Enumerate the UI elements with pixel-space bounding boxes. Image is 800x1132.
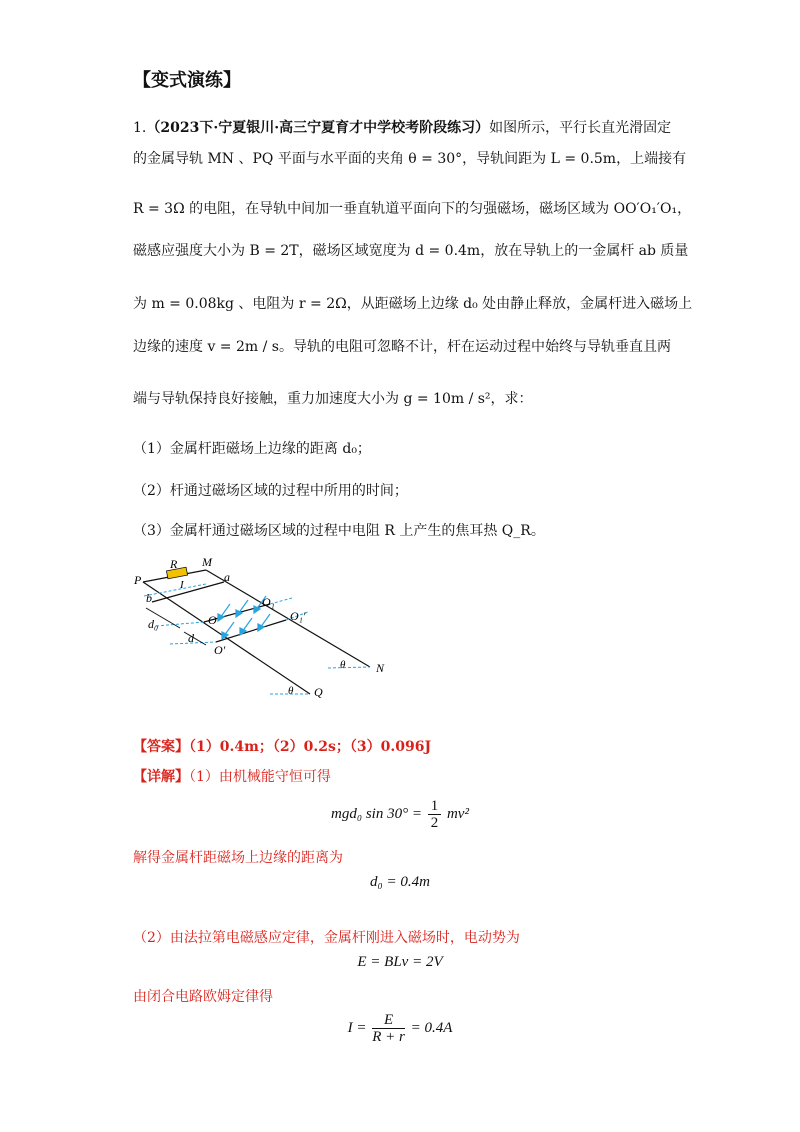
eq1-left: mgd₀ sin 30° = [331,805,422,822]
problem-line-7: 端与导轨保持良好接触，重力加速度大小为 g = 10m / s²，求： [133,391,533,407]
label-d: d [188,631,194,645]
problem-line-5: 为 m = 0.08kg 、电阻为 r = 2Ω，从距磁场上边缘 d₀ 处由静止释放，金属杆进入磁场上 [133,296,693,312]
problem-text-1: 如图所示，平行长直光滑固定 [489,120,672,136]
problem-line-2: 的金属导轨 MN 、PQ 平面与水平面的夹角 θ = 30°，导轨间距为 L = 0.5m，上端接有 [133,151,687,167]
problem-line-3: R = 3Ω 的电阻，在导轨中间加一垂直轨道平面向下的匀强磁场，磁场区域为 OO′O₁′O₁， [133,201,692,217]
eq4-den: R + r [372,1029,405,1045]
label-r: R [170,557,178,571]
rail-pq [143,582,310,694]
problem-line-1 [133,117,671,137]
answer-tag: 【答案】 [133,739,189,755]
dashed-line-o [156,622,204,626]
label-p: P [134,573,142,587]
label-o-prime: O′ [214,643,226,657]
problem-line-4: 磁感应强度大小为 B = 2T，磁场区域宽度为 d = 0.4m，放在导轨上的一金属杆 ab 质量 [133,243,689,259]
rail-mn [206,570,370,667]
eq1-right: mv² [446,805,469,822]
answer-line [133,736,431,756]
rod-ab [152,582,224,602]
label-theta-q: θ [288,685,294,697]
question-1: （1）金属杆距磁场上边缘的距离 d₀； [133,441,371,457]
eq4-left: I = [347,1019,367,1036]
label-o1-prime: O₁′ [290,609,306,623]
problem-source: （2023下·宁夏银川·高三宁夏育才中学校考阶段练习） [146,120,490,136]
explanation-line-4: 由闭合电路欧姆定律得 [133,989,273,1005]
explanation-line-1 [133,766,331,786]
label-a: a [224,570,230,584]
label-o: O [208,613,217,627]
eq4-fraction [372,1012,405,1045]
label-d0: d₀ [148,617,159,631]
equation-d0: d₀ = 0.4m [370,874,430,890]
equation-current [0,1012,800,1045]
question-3: （3）金属杆通过磁场区域的过程中电阻 R 上产生的焦耳热 Q_R。 [133,523,545,539]
dashed-horizontal-n [328,667,370,668]
eq1-num: 1 [428,798,442,815]
problem-number: 1. [133,120,147,136]
label-q: Q [314,685,323,699]
eq4-right: = 0.4A [410,1019,453,1036]
equation-energy [0,798,800,831]
explanation-tag: 【详解】 [133,769,189,785]
boundary-op-o1p [216,620,286,642]
problem-line-6: 边缘的速度 v = 2m / s。导轨的电阻可忽略不计，杆在运动过程中始终与导轨垂直且两 [133,339,671,355]
explanation-line-2: 解得金属杆距磁场上边缘的距离为 [133,850,343,866]
answer-text: （1）0.4m；（2）0.2s；（3）0.096J [189,739,432,755]
label-b: b [146,591,152,605]
rail-diagram [130,552,390,702]
explanation-intro: （1）由机械能守恒可得 [189,769,331,785]
section-title: 【变式演练】 [133,70,241,91]
explanation-line-3: （2）由法拉第电磁感应定律，金属杆刚进入磁场时，电动势为 [133,930,520,946]
label-m: M [202,555,212,569]
eq1-fraction [428,798,442,831]
label-i: I [180,579,184,591]
eq1-den: 2 [430,815,439,831]
equation-emf: E = BLv = 2V [357,954,443,970]
label-o1: O₁ [262,595,275,609]
label-theta-n: θ [340,659,346,671]
question-2: （2）杆通过磁场区域的过程中所用的时间； [133,483,408,499]
eq4-num: E [372,1012,405,1029]
label-n: N [376,661,385,675]
